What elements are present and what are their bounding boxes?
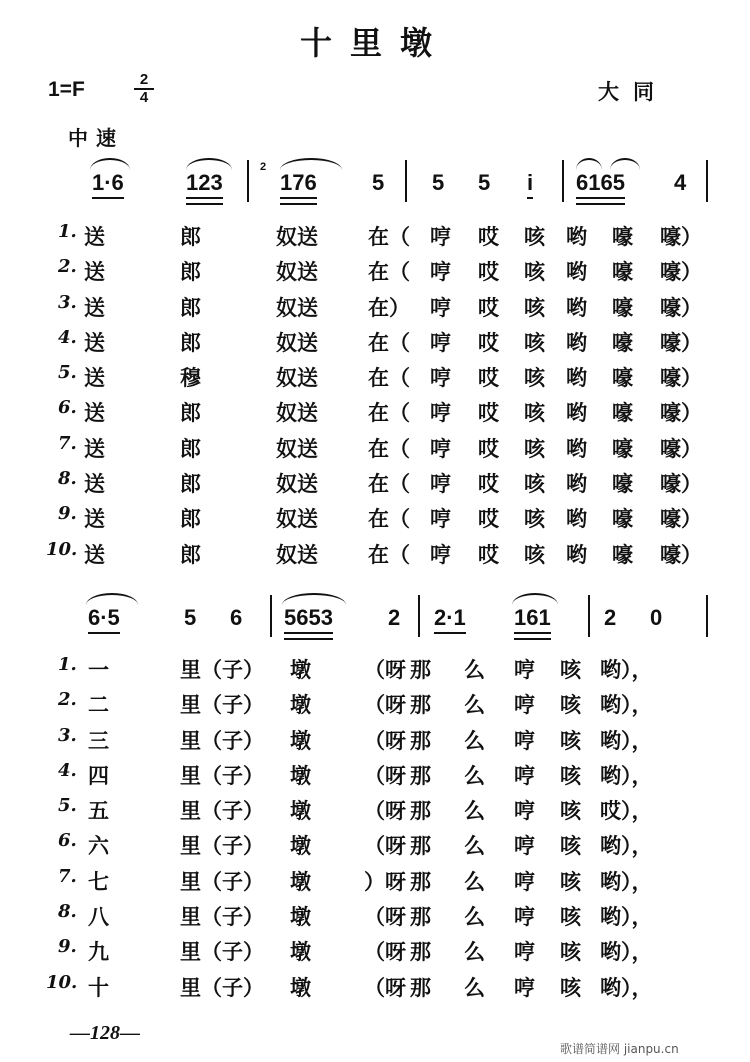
lyric-word: 在） (368, 294, 410, 320)
lyric-word: 那 (410, 762, 431, 788)
slur (186, 158, 232, 170)
lyric-word: 哼 (430, 329, 451, 355)
lyric-word: 哟 (566, 259, 587, 285)
verse-number: 5. (58, 795, 77, 817)
lyric-word: 哟 (566, 294, 587, 320)
lyrics-verse-block-1 (0, 215, 750, 568)
lyric-word: 那 (410, 904, 431, 930)
lyric-word: （呀 (364, 904, 406, 930)
lyric-word: 里（子） (180, 657, 264, 682)
lyric-word: 奴送 (276, 259, 318, 285)
bar-line (247, 160, 249, 202)
lyric-line (0, 789, 750, 824)
lyric-word: 哼 (430, 435, 451, 461)
verse-number: 6. (58, 397, 77, 419)
lyric-word: 里（子） (180, 868, 264, 894)
slur (282, 593, 346, 605)
slur (512, 593, 558, 605)
lyric-word: 咳 (524, 329, 545, 355)
lyric-word: 那 (410, 833, 431, 859)
lyric-word: 哟）， (600, 727, 653, 753)
lyric-word: 么 (464, 762, 485, 788)
lyric-word: 奴送 (276, 400, 318, 426)
bar-line (418, 595, 420, 637)
lyric-word: 么 (464, 727, 485, 753)
lyric-word: 哼 (514, 657, 535, 682)
lyric-word: 么 (464, 798, 485, 824)
lyric-word: 哎 (478, 224, 499, 249)
lyric-word: 哼 (514, 974, 535, 1000)
lyric-line (0, 860, 750, 895)
lyric-word: 嚎） (660, 506, 702, 532)
lyric-word: 哟 (566, 224, 587, 249)
lyric-word: 嚎） (660, 435, 702, 461)
meter-top: 2 (139, 71, 149, 88)
lyric-word: 墩 (290, 868, 311, 894)
note: 5 (372, 170, 385, 195)
lyric-word: 哎）， (600, 798, 653, 824)
verse-number: 9. (58, 936, 77, 958)
lyric-word: 哟）， (600, 974, 653, 1000)
note-group: 2·1 (434, 605, 466, 634)
bar-line (405, 160, 407, 202)
lyric-word: 里（子） (180, 798, 264, 824)
lyric-word: 奴送 (276, 471, 318, 497)
lyric-word: 送 (84, 400, 105, 426)
lyric-line (0, 427, 750, 462)
lyric-word: 咳 (524, 400, 545, 426)
verse-number: 1. (58, 221, 77, 242)
lyric-word: 嚎） (660, 294, 702, 320)
lyric-word: （呀 (364, 692, 406, 718)
lyric-word: 十 (88, 974, 109, 1000)
lyric-word: 哟）， (600, 904, 653, 930)
lyric-word: 二 (88, 692, 109, 718)
note: 2 (604, 605, 617, 630)
lyric-word: 郎 (180, 329, 201, 355)
lyric-word: 哼 (430, 294, 451, 320)
verse-number: 4. (58, 326, 77, 348)
lyric-word: 墩 (290, 727, 311, 753)
lyric-word: 里（子） (180, 727, 264, 753)
lyric-word: 送 (84, 329, 105, 355)
lyric-word: 送 (84, 506, 105, 532)
lyric-word: 在（ (368, 259, 410, 285)
lyric-line (0, 966, 750, 1001)
lyric-word: 墩 (290, 798, 311, 824)
tempo-marking: 中速 (68, 126, 124, 150)
verse-number: 10. (46, 538, 78, 560)
lyric-word: 哎 (478, 365, 499, 391)
lyric-word: 咳 (560, 798, 581, 824)
lyric-word: 在（ (368, 365, 410, 391)
verse-number: 10. (46, 971, 78, 993)
lyric-word: 嚎） (660, 541, 702, 567)
lyric-line (0, 321, 750, 356)
lyric-word: 嚎） (660, 329, 702, 355)
lyric-word: 奴送 (276, 224, 318, 249)
verse-number: 7. (58, 865, 77, 887)
lyric-word: 六 (88, 833, 109, 859)
lyric-word: 嚎） (660, 259, 702, 285)
verse-number: 7. (58, 432, 77, 454)
lyric-word: 咳 (560, 692, 581, 718)
lyric-word: 哟 (566, 435, 587, 461)
note-group: 1·6 (92, 170, 124, 199)
lyric-word: （呀 (364, 657, 406, 682)
lyric-word: 嚎） (660, 224, 702, 249)
lyric-word: 送 (84, 471, 105, 497)
lyric-word: 那 (410, 798, 431, 824)
lyric-word: （呀 (364, 939, 406, 965)
verse-number: 2. (58, 256, 77, 278)
lyric-word: 嚎 (612, 435, 633, 461)
lyric-word: 哎 (478, 294, 499, 320)
bar-line (270, 595, 272, 637)
lyric-word: （呀 (364, 974, 406, 1000)
lyric-word: 哼 (430, 224, 451, 249)
lyric-word: 送 (84, 435, 105, 461)
lyric-word: 哼 (514, 798, 535, 824)
lyric-word: 么 (464, 692, 485, 718)
lyric-word: 奴送 (276, 435, 318, 461)
lyric-word: 送 (84, 259, 105, 285)
lyric-word: 一 (88, 657, 109, 682)
lyric-word: 哟）， (600, 833, 653, 859)
lyric-word: 嚎 (612, 224, 633, 249)
lyric-word: 咳 (524, 471, 545, 497)
lyric-word: 哟 (566, 400, 587, 426)
lyric-word: （呀 (364, 727, 406, 753)
watermark: 歌谱简谱网 jianpu.cn (560, 1042, 679, 1056)
verse-number: 2. (58, 689, 77, 711)
lyric-word: 在（ (368, 435, 410, 461)
lyric-line (0, 391, 750, 426)
lyric-word: 七 (88, 868, 109, 894)
grace-note: 2 (260, 161, 267, 173)
lyric-word: 里（子） (180, 833, 264, 859)
lyric-word: 嚎 (612, 365, 633, 391)
slur (280, 158, 342, 170)
lyric-word: 哟）， (600, 762, 653, 788)
lyric-word: 哟 (566, 471, 587, 497)
lyric-word: 墩 (290, 762, 311, 788)
lyric-word: 么 (464, 868, 485, 894)
lyric-word: 哎 (478, 471, 499, 497)
note: 6 (230, 605, 243, 630)
bar-line (706, 160, 708, 202)
lyric-word: 郎 (180, 506, 201, 532)
lyric-word: 八 (88, 904, 109, 930)
verse-number: 3. (58, 291, 77, 313)
lyric-word: 哟 (566, 329, 587, 355)
lyric-word: 郎 (180, 259, 201, 285)
lyric-word: 咳 (560, 727, 581, 753)
lyric-word: 郎 (180, 435, 201, 461)
lyric-word: 在（ (368, 224, 410, 249)
lyric-word: 哎 (478, 329, 499, 355)
lyric-word: 墩 (290, 939, 311, 965)
lyric-line (0, 719, 750, 754)
lyric-word: 嚎 (612, 259, 633, 285)
lyric-word: 嚎 (612, 506, 633, 532)
lyric-word: 送 (84, 365, 105, 391)
lyric-word: 哟）， (600, 657, 653, 682)
lyric-word: 咳 (560, 939, 581, 965)
lyric-word: 那 (410, 939, 431, 965)
page-number: —128— (70, 1022, 140, 1044)
lyric-word: 在（ (368, 541, 410, 567)
verse-number: 8. (58, 468, 77, 490)
lyric-word: 送 (84, 541, 105, 567)
lyric-word: 嚎 (612, 294, 633, 320)
lyric-word: 哎 (478, 541, 499, 567)
lyric-line (0, 215, 750, 250)
lyric-word: 咳 (524, 224, 545, 249)
lyric-word: 哟 (566, 541, 587, 567)
lyric-word: 咳 (560, 833, 581, 859)
lyric-word: 咳 (524, 259, 545, 285)
lyric-word: ）呀 (364, 868, 406, 894)
lyric-word: 嚎） (660, 471, 702, 497)
lyric-word: 哼 (514, 762, 535, 788)
lyric-word: 咳 (560, 974, 581, 1000)
lyric-word: 咳 (524, 506, 545, 532)
lyric-word: 三 (88, 727, 109, 753)
slur (610, 158, 640, 170)
lyric-word: 穆 (180, 365, 201, 391)
lyric-word: 里（子） (180, 692, 264, 718)
note: i (527, 170, 533, 199)
lyric-word: 嚎 (612, 471, 633, 497)
lyric-word: 送 (84, 224, 105, 249)
note: 5 (184, 605, 197, 630)
lyric-word: 墩 (290, 657, 311, 682)
note-group: 6165 (576, 170, 625, 199)
lyric-word: 么 (464, 657, 485, 682)
lyric-word: 送 (84, 294, 105, 320)
lyric-word: 里（子） (180, 974, 264, 1000)
lyric-word: 那 (410, 692, 431, 718)
meter-bottom: 4 (139, 89, 149, 106)
lyric-word: 哟 (566, 506, 587, 532)
bar-line (706, 595, 708, 637)
lyric-word: 在（ (368, 506, 410, 532)
lyric-word: 哼 (514, 833, 535, 859)
notation-line-2 (0, 585, 750, 645)
lyric-word: 奴送 (276, 365, 318, 391)
lyric-word: 咳 (560, 762, 581, 788)
lyric-word: 哼 (514, 727, 535, 753)
key-signature: 1=F (48, 78, 85, 101)
lyric-word: 咳 (524, 435, 545, 461)
lyric-word: 里（子） (180, 762, 264, 788)
lyric-word: 咳 (524, 365, 545, 391)
lyric-line (0, 533, 750, 568)
lyric-word: 哟）， (600, 692, 653, 718)
lyric-word: 咳 (560, 868, 581, 894)
lyric-word: 墩 (290, 904, 311, 930)
lyric-word: （呀 (364, 762, 406, 788)
lyric-word: 哼 (430, 541, 451, 567)
lyric-word: 那 (410, 868, 431, 894)
lyric-word: 哼 (430, 365, 451, 391)
lyric-line (0, 497, 750, 532)
bar-line (588, 595, 590, 637)
lyric-word: 咳 (560, 904, 581, 930)
lyric-word: 在（ (368, 329, 410, 355)
lyric-word: 郎 (180, 541, 201, 567)
source-region: 大同 (598, 79, 668, 104)
lyric-line (0, 648, 750, 683)
note: 5 (432, 170, 445, 195)
lyric-line (0, 824, 750, 859)
lyric-word: 里（子） (180, 904, 264, 930)
lyric-word: 哟 (566, 365, 587, 391)
lyric-word: 郎 (180, 471, 201, 497)
lyric-word: 么 (464, 939, 485, 965)
lyric-line (0, 895, 750, 930)
lyric-word: 嚎） (660, 365, 702, 391)
lyric-word: 郎 (180, 400, 201, 426)
lyric-word: 墩 (290, 974, 311, 1000)
lyric-word: 九 (88, 939, 109, 965)
lyric-word: 奴送 (276, 294, 318, 320)
verse-number: 1. (58, 654, 77, 675)
lyric-word: 在（ (368, 471, 410, 497)
lyric-word: 嚎 (612, 400, 633, 426)
lyric-word: 咳 (524, 541, 545, 567)
notation-line-1 (0, 150, 750, 210)
lyric-word: 在（ (368, 400, 410, 426)
lyric-line (0, 286, 750, 321)
lyric-word: 郎 (180, 224, 201, 249)
verse-number: 9. (58, 503, 77, 525)
lyric-word: 哼 (430, 471, 451, 497)
lyric-word: 那 (410, 727, 431, 753)
lyric-word: 嚎） (660, 400, 702, 426)
lyric-line (0, 462, 750, 497)
verse-number: 5. (58, 362, 77, 384)
lyric-word: 么 (464, 904, 485, 930)
verse-number: 8. (58, 901, 77, 923)
verse-number: 4. (58, 759, 77, 781)
lyric-word: 么 (464, 833, 485, 859)
lyric-word: 哎 (478, 435, 499, 461)
slur (90, 158, 130, 170)
lyrics-verse-block-2 (0, 648, 750, 1001)
lyric-word: 么 (464, 974, 485, 1000)
time-signature (134, 72, 154, 106)
note: 4 (674, 170, 687, 195)
lyric-word: 哼 (514, 868, 535, 894)
slur (576, 158, 602, 170)
lyric-word: 墩 (290, 833, 311, 859)
lyric-word: 里（子） (180, 939, 264, 965)
lyric-word: 哼 (514, 904, 535, 930)
lyric-word: 哼 (430, 400, 451, 426)
lyric-word: 四 (88, 762, 109, 788)
lyric-line (0, 356, 750, 391)
lyric-word: 奴送 (276, 541, 318, 567)
lyric-word: 那 (410, 657, 431, 682)
lyric-word: （呀 (364, 833, 406, 859)
lyric-word: 嚎 (612, 541, 633, 567)
lyric-word: 墩 (290, 692, 311, 718)
note-group: 123 (186, 170, 223, 199)
note: 0 (650, 605, 663, 630)
lyric-word: （呀 (364, 798, 406, 824)
lyric-word: 郎 (180, 294, 201, 320)
lyric-word: 咳 (524, 294, 545, 320)
verse-number: 6. (58, 830, 77, 852)
note-group: 161 (514, 605, 551, 634)
lyric-word: 哎 (478, 400, 499, 426)
lyric-word: 嚎 (612, 329, 633, 355)
lyric-word: 哎 (478, 506, 499, 532)
note: 2 (388, 605, 401, 630)
lyric-word: 咳 (560, 657, 581, 682)
lyric-word: 哼 (514, 939, 535, 965)
lyric-word: 哎 (478, 259, 499, 285)
slur (86, 593, 138, 605)
note-group: 176 (280, 170, 317, 199)
lyric-line (0, 930, 750, 965)
note: 5 (478, 170, 491, 195)
lyric-word: 五 (88, 798, 109, 824)
lyric-line (0, 250, 750, 285)
lyric-word: 哼 (514, 692, 535, 718)
lyric-line (0, 683, 750, 718)
note-group: 6·5 (88, 605, 120, 634)
bar-line (562, 160, 564, 202)
lyric-line (0, 754, 750, 789)
lyric-word: 那 (410, 974, 431, 1000)
lyric-word: 哟）， (600, 868, 653, 894)
verse-number: 3. (58, 724, 77, 746)
song-title: 十里墩 (299, 24, 450, 62)
lyric-word: 哟）， (600, 939, 653, 965)
lyric-word: 哼 (430, 259, 451, 285)
lyric-word: 奴送 (276, 329, 318, 355)
note-group: 5653 (284, 605, 333, 634)
lyric-word: 哼 (430, 506, 451, 532)
lyric-word: 奴送 (276, 506, 318, 532)
